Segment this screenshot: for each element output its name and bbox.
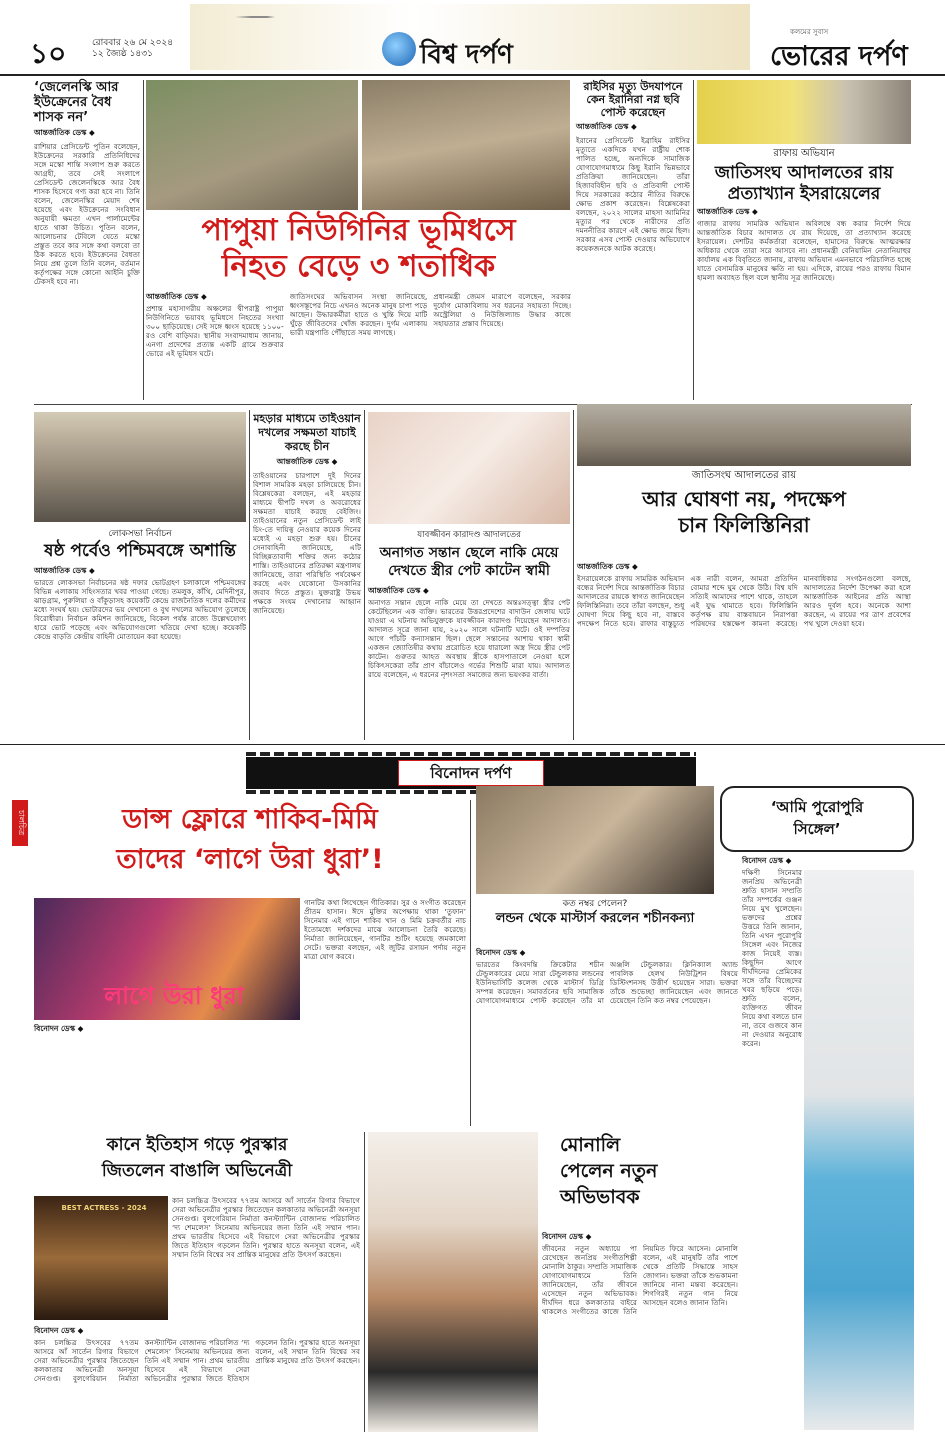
headline-line-3: অভিভাবক bbox=[560, 1186, 640, 1208]
byline: বিনোদন ডেস্ক ◆ bbox=[542, 1232, 592, 1241]
article-body: অনাগত সন্তান ছেলে নাকি মেয়ে তা দেখতে অন্তঃসত্ত্বা স্ত্রীর পেট কেটেছিলেন এক ব্যক্তি। ভারতের উত্তরপ্রদেশের বাদাউন জেলায় ঘটে যাওয়া এ ঘটনায় অভিযুক্তকে যাবজ্জীবন কারাদণ্ড দিয়েছেন আদালত। আদালত সূত্রে জানা যায়, ২০২০ সালে ঘটনাটি ঘটে। ওই দম্পতির আগে পাঁচটি কন্যাসন্তান ছিল। ছেলে সন্তানের আশায় থাকা স্বামী একজন জ্যোতিষীর কথায় প্ররোচিত হয়ে ধারালো অস্ত্র দিয়ে স্ত্রীর পেট কাটেন। গুরুতর আহত অবস্থায় স্ত্রীকে হাসপাতালে নেওয়া হলে চিকিৎসকেরা তাঁর প্রাণ বাঁচালেও গর্ভের শিশুটি মারা যায়। আদালত রায়ে বলেছেন, এ ধরনের নৃশংসতা সমাজের জন্য ভয়ংকর বার্তা। bbox=[368, 598, 570, 679]
kicker: কত নম্বর পেলেন? bbox=[562, 899, 628, 909]
byline: বিনোদন ডেস্ক ◆ bbox=[742, 856, 792, 865]
byline: আন্তর্জাতিক ডেস্ক ◆ bbox=[368, 586, 429, 595]
award-stage-photo bbox=[34, 1196, 168, 1320]
headline-line-1: জাতিসংঘ আদালতের রায় bbox=[714, 163, 894, 183]
papua-headline bbox=[146, 213, 571, 289]
headline-line-1: ডান্স ফ্লোরে শাকিব-মিমি bbox=[122, 804, 378, 835]
entertainment-section-title: বিনোদন দর্পণ bbox=[398, 760, 544, 786]
section-title: বিশ্ব দর্পণ bbox=[420, 40, 513, 70]
film-strip-top bbox=[246, 752, 696, 756]
headline: রাইসির মৃত্যু উদযাপনে কেন ইরানিরা নগ্ন ছবি পোস্ট করেছেন bbox=[583, 80, 683, 119]
article-body-col-1: প্রশান্ত মহাসাগরীয় অঞ্চলের দ্বীপরাষ্ট্র পাপুয়া নিউগিনিতে ভয়াবহ ভূমিধসে নিহতের সংখ্যা ৩০০ ছাড়িয়েছে। সেই সঙ্গে ধ্বংস হয়েছে ১১০০-রও বেশি বাড়িঘর। স্থানীয় সংবাদমাধ্যম জানায়, এনগা প্রদেশের প্রত্যন্ত একটি গ্রামে শুক্রবার ভোরে এই ভূমিধস ঘটে। bbox=[146, 304, 284, 358]
headline: লন্ডন থেকে মাস্টার্স করলেন শচীনকন্যা bbox=[495, 911, 695, 926]
unborn-headline-wrap bbox=[368, 544, 570, 584]
column-rule bbox=[143, 80, 144, 400]
netanyahu-photo bbox=[697, 80, 911, 144]
kicker: যাবজ্জীবন কারাদণ্ড আদালতের bbox=[417, 530, 521, 540]
article-body: রাশিয়ার প্রেসিডেন্ট পুতিন বলেছেন, ইউক্রেনের সরকারি প্রতিনিধিদের সঙ্গে মস্কো শান্তি সংলাপ শুরু করতে আগ্রহী, তবে সেই সংলাপে প্রেসিডেন্ট জেলেনস্কিকে আর বৈধ শাসক হিসেবে গণ্য করা হবে না। তিনি বলেন, জেলেনস্কির মেয়াদ শেষ হয়েছে এবং ইউক্রেনের সংবিধান অনুযায়ী ক্ষমতা এখন পার্লামেন্টের হাতে থাকা উচিত। পুতিন বলেন, আলোচনার টেবিলে যেতে মস্কো প্রস্তুত তবে কার সঙ্গে কথা বলবো তা ঠিক করতে হবে। ইউক্রেনের বৈধতা নিয়ে প্রশ্ন তুলে তিনি বলেন, বর্তমান কর্তৃপক্ষের সঙ্গে কোনো আইনি চুক্তি টেকসই হবে না। bbox=[34, 142, 140, 286]
date-gregorian: রোববার ২৬ মে ২০২৪ bbox=[92, 38, 174, 48]
headline-line-2: প্রত্যাখ্যান ইসরায়েলের bbox=[727, 184, 881, 204]
rubble-photo bbox=[577, 404, 911, 466]
landslide-photo bbox=[146, 80, 358, 210]
headline-line-1: মোনালি bbox=[560, 1134, 621, 1156]
poster-title: লাগে উরা ধুরা bbox=[104, 982, 244, 1010]
kicker: জাতিসংঘ আদালতের রায় bbox=[691, 470, 797, 481]
headline-line-2: সিঙ্গেল’ bbox=[793, 820, 841, 838]
baby-hand-photo bbox=[368, 412, 570, 524]
byline: বিনোদন ডেস্ক ◆ bbox=[476, 948, 526, 957]
article-body: ইরানের প্রেসিডেন্ট ইব্রাহিম রাইসির মৃত্যুতে একদিকে যখন রাষ্ট্রীয় শোক পালিত হচ্ছে, অন্যদিকে সামাজিক যোগাযোগমাধ্যমে কিছু ইরানি ভিন্নভাবে প্রতিক্রিয়া জানিয়েছেন। তাঁরা হিজাববিহীন ছবি ও প্রতিবাদী পোস্ট দিয়ে সরকারের কঠোর নীতির বিরুদ্ধে ক্ষোভ প্রকাশ করেছেন। বিশ্লেষকেরা বলছেন, ২০২২ সালের মাহসা আমিনির মৃত্যুর পর থেকে নারীদের প্রতি দমননীতির কারণে এই ক্ষোভ জমে ছিল। সরকার এসব পোস্ট দেওয়ার অভিযোগে কয়েকজনকে আটক করেছে। bbox=[576, 136, 690, 253]
byline: আন্তর্জাতিক ডেস্ক ◆ bbox=[34, 566, 95, 575]
headline-line-2: জিতলেন বাঙালি অভিনেত্রী bbox=[101, 1161, 293, 1181]
section-divider bbox=[0, 744, 945, 745]
column-rule bbox=[364, 1132, 365, 1432]
movie-poster-photo bbox=[34, 898, 300, 1020]
byline: আন্তর্জাতিক ডেস্ক ◆ bbox=[576, 122, 637, 131]
kicker: লোকসভা নির্বাচন bbox=[108, 529, 172, 539]
article-body: ভারতে লোকসভা নির্বাচনের ষষ্ঠ দফার ভোটগ্রহণ চলাকালে পশ্চিমবঙ্গের বিভিন্ন এলাকায় সহিংসতার খবর পাওয়া গেছে। তমলুক, কাঁথি, মেদিনীপুর, ঝাড়গ্রাম, পুরুলিয়া ও বাঁকুড়াসহ কয়েকটি কেন্দ্রে রাজনৈতিক দলের কর্মীদের মধ্যে সংঘর্ষ হয়। ভোটারদের ভয় দেখানো ও বুথ দখলের অভিযোগ তুলেছে বিরোধীরা। নির্বাচন কমিশন জানিয়েছে, বিকেল পর্যন্ত রাজ্যে উল্লেখযোগ্য হারে ভোট পড়েছে এবং অভিযোগগুলো খতিয়ে দেখা হচ্ছে। কয়েকটি কেন্দ্রে বাড়তি কেন্দ্রীয় বাহিনী মোতায়েন করা হয়েছে। bbox=[34, 578, 246, 641]
article-single bbox=[742, 856, 802, 1426]
article-body-col-2: জাতিসংঘের অভিবাসন সংস্থা জানিয়েছে, ধ্বংসস্তূপের নিচে এখনও অনেক মানুষ চাপা পড়ে আছেন। উদ্ধারকর্মীরা হাতে ও খুন্তি দিয়ে মাটি খুঁড়ে জীবিতদের খোঁজ করছেন। দুর্গম এলাকায় ভারী যন্ত্রপাতি পৌঁছাতে সময় লাগছে। bbox=[289, 292, 428, 337]
article-raisi bbox=[576, 80, 690, 398]
byline: আন্তর্জাতিক ডেস্ক ◆ bbox=[577, 562, 638, 571]
headline-line-2: চান ফিলিস্তিনিরা bbox=[678, 513, 810, 537]
byline: আন্তর্জাতিক ডেস্ক ◆ bbox=[146, 292, 207, 301]
article-unborn bbox=[368, 586, 570, 740]
brand-name: ভোরের দর্পণ bbox=[770, 41, 908, 72]
column-rule bbox=[364, 410, 365, 740]
article-body-lead: কান চলচ্চিত্র উৎসবের ৭৭তম আসরে আঁ সার্তেন রিগার বিভাগে সেরা অভিনেত্রীর পুরস্কার জিতেছেন কলকাতার অভিনেত্রী অনসূয়া সেনগুপ্ত। বুলগেরিয়ান নির্মাতা কনস্ট্যান্টিন বোজানভ পরিচালিত ‘দ্য শেমলেস’ সিনেমায় অভিনয়ের জন্য তিনি এই সম্মান পান। প্রথম ভারতীয় হিসেবে এই বিভাগে সেরা অভিনেত্রীর পুরস্কার জিতে ইতিহাস গড়লেন তিনি। পুরস্কার হাতে অনসূয়া বলেন, এই সম্মান তিনি বিশ্বের সব প্রান্তিক মানুষের প্রতি উৎসর্গ করছেন। bbox=[172, 1196, 360, 1259]
byline: আন্তর্জাতিক ডেস্ক ◆ bbox=[34, 128, 95, 137]
graduation-photo bbox=[476, 786, 714, 894]
page-number: ১০ bbox=[30, 37, 67, 70]
headline-line-2: তাদের ‘লাগে উরা ধুরা’! bbox=[116, 844, 384, 875]
singer-photo bbox=[368, 1132, 538, 1432]
masters-headline-wrap bbox=[476, 910, 714, 946]
cannes-headline bbox=[34, 1132, 360, 1192]
headline-line-1: আর ঘোষণা নয়, পদক্ষেপ bbox=[642, 487, 846, 511]
single-headline-box bbox=[720, 786, 914, 852]
article-body: ইসরায়েলকে রাফায় সামরিক অভিযান বন্ধের নির্দেশ দিয়ে আন্তর্জাতিক বিচার আদালতের রায়কে স্বাগত জানিয়েছেন ফিলিস্তিনিরা। তবে তাঁরা বলছেন, শুধু ঘোষণা দিয়ে কিছু হবে না, বাস্তবে পদক্ষেপ নিতে হবে। রাফার বাস্তুচ্যুত এক নারী বলেন, আমরা প্রতিদিন বোমার শব্দে ঘুম থেকে উঠি। বিশ্ব যদি সত্যিই আমাদের পাশে থাকে, তাহলে এই যুদ্ধ থামাতে হবে। ফিলিস্তিনি কর্তৃপক্ষ রায় বাস্তবায়নে নিরাপত্তা পরিষদের হস্তক্ষেপ কামনা করেছে। মানবাধিকার সংগঠনগুলো বলছে, আদালতের নির্দেশ উপেক্ষা করা হলে আন্তর্জাতিক আইনের প্রতি আস্থা আরও দুর্বল হবে। অনেকে আশা করছেন, এ রায়ের পর ত্রাণ প্রবেশের পথ খুলে দেওয়া হবে। bbox=[577, 574, 911, 628]
byline: বিনোদন ডেস্ক ◆ bbox=[34, 1024, 84, 1033]
article-cannes bbox=[34, 1326, 360, 1432]
article-masters bbox=[476, 948, 738, 1126]
article-palestine bbox=[577, 562, 911, 740]
election-headline-wrap bbox=[34, 540, 246, 564]
voters-queue-photo bbox=[34, 412, 246, 522]
byline: বিনোদন ডেস্ক ◆ bbox=[34, 1326, 84, 1335]
article-body: দক্ষিণী সিনেমার জনপ্রিয় অভিনেত্রী শ্রুতি হাসান সম্প্রতি তাঁর সম্পর্কের গুঞ্জন নিয়ে মুখ খুলেছেন। ভক্তদের প্রশ্নের উত্তরে তিনি জানান, তিনি এখন পুরোপুরি সিঙ্গেল এবং নিজের কাজ নিয়েই ব্যস্ত। কিছুদিন আগে দীর্ঘদিনের প্রেমিকের সঙ্গে তাঁর বিচ্ছেদের খবর ছড়িয়ে পড়ে। শ্রুতি বলেন, ব্যক্তিগত জীবন নিয়ে কথা বলতে চান না, তবে গুজবে কান না দেওয়ার অনুরোধ করেন। bbox=[742, 868, 802, 1048]
actress-photo bbox=[804, 870, 914, 1430]
article-taiwan bbox=[253, 412, 361, 740]
article-shakib-lead bbox=[34, 1024, 300, 1124]
article-zelensky bbox=[34, 80, 140, 400]
headline: ‘জেলেনস্কি আর ইউক্রেনের বৈধ শাসক নন’ bbox=[34, 80, 119, 125]
article-cannes-lead bbox=[172, 1196, 360, 1320]
headline-line-1: পাপুয়া নিউগিনির ভূমিধসে bbox=[201, 213, 516, 248]
article-body: গাজার রাফায় সামরিক অভিযান অবিলম্বে বন্ধ করার নির্দেশ দিয়ে আন্তর্জাতিক বিচার আদালত যে রায় দিয়েছে, তা প্রত্যাখ্যান করেছে ইসরায়েল। দেশটির কর্মকর্তারা বলেছেন, হামাসের বিরুদ্ধে আত্মরক্ষার অধিকার থেকে তারা সরে আসবে না। প্রধানমন্ত্রী বেনিয়ামিন নেতানিয়াহুর কার্যালয় এক বিবৃতিতে জানায়, রাফায় অভিযান এমনভাবে পরিচালিত হচ্ছে যাতে বেসামরিক মানুষের ক্ষতি না হয়। এদিকে, রায়ের পরও রাফায় বিমান হামলা অব্যাহত ছিল বলে স্থানীয় সূত্র জানিয়েছে। bbox=[697, 219, 911, 282]
award-banner: BEST ACTRESS - 2024 bbox=[61, 1204, 147, 1212]
byline: আন্তর্জাতিক ডেস্ক ◆ bbox=[276, 457, 338, 466]
rescue-photo bbox=[362, 80, 570, 210]
date-line bbox=[92, 38, 173, 60]
column-rule bbox=[693, 80, 694, 400]
article-body: ভারতের কিংবদন্তি ক্রিকেটার শচীন টেন্ডুলকারের মেয়ে সারা টেন্ডুলকার লন্ডনের ইউনিভার্সিটি কলেজ থেকে মাস্টার্স ডিগ্রি সম্পন্ন করেছেন। সমাবর্তনের ছবি সামাজিক যোগাযোগমাধ্যমে পোস্ট করেছেন তাঁর মা অঞ্জলি টেন্ডুলকার। ক্লিনিক্যাল অ্যান্ড পাবলিক হেলথ নিউট্রিশন বিষয়ে ডিস্টিংশনসহ উত্তীর্ণ হয়েছেন সারা। ভক্তরা তাঁকে শুভেচ্ছা জানিয়েছেন এবং জানতে চেয়েছেন তিনি কত নম্বর পেয়েছেন। bbox=[476, 960, 738, 1005]
article-body: জীবনের নতুন অধ্যায়ে পা রেখেছেন জনপ্রিয় সংগীতশিল্পী মোনালি ঠাকুর। সম্প্রতি সামাজিক যোগাযোগমাধ্যমে তিনি জানিয়েছেন, তাঁর জীবনে এসেছেন নতুন অভিভাবক। দীর্ঘদিন ধরে কলকাতার বাইরে থাকলেও সংগীতের কাজে তিনি নিয়মিত ফিরে আসেন। মোনালি বলেন, এই মানুষটি তাঁর পাশে থেকে প্রতিটি সিদ্ধান্তে সাহস জোগান। ভক্তরা তাঁকে শুভকামনা জানিয়ে নানা মন্তব্য করেছেন। শিগগিরই নতুন গান নিয়ে আসছেন বলেও জানান তিনি। bbox=[542, 1244, 738, 1316]
article-election bbox=[34, 566, 246, 740]
byline: আন্তর্জাতিক ডেস্ক ◆ bbox=[697, 207, 758, 216]
column-rule bbox=[573, 410, 574, 740]
headline: ষষ্ঠ পর্বেও পশ্চিমবঙ্গে অশান্তি bbox=[44, 541, 236, 561]
headline: মহড়ার মাধ্যমে তাইওয়ান দখলের সক্ষমতা যাচাই করছে চীন bbox=[253, 412, 361, 453]
article-rafah bbox=[697, 146, 911, 402]
side-tag: চালচিত্র bbox=[12, 800, 28, 846]
article-papua bbox=[146, 292, 571, 400]
kicker: রাফায় অভিযান bbox=[773, 148, 835, 159]
headline-line-1: কানে ইতিহাস গড়ে পুরস্কার bbox=[106, 1135, 288, 1155]
palestine-headline bbox=[577, 486, 911, 560]
headline: অনাগত সন্তান ছেলে নাকি মেয়ে দেখতে স্ত্রীর পেট কাটেন স্বামী bbox=[379, 545, 559, 579]
date-bangla: ১২ জ্যৈষ্ঠ ১৪৩১ bbox=[92, 49, 153, 59]
shakib-headline bbox=[34, 800, 466, 896]
film-strip bbox=[246, 752, 696, 756]
globe-icon bbox=[382, 32, 416, 66]
brand-tagline: কলমের সুবাস bbox=[790, 28, 829, 36]
headline-line-2: পেলেন নতুন bbox=[560, 1160, 658, 1182]
headline-line-1: ‘আমি পুরোপুরি bbox=[770, 798, 864, 816]
column-rule bbox=[249, 410, 250, 740]
article-shakib bbox=[304, 898, 466, 1126]
monali-headline bbox=[560, 1132, 738, 1228]
headline-line-2: নিহত বেড়ে ৩ শতাধিক bbox=[221, 249, 496, 284]
column-rule bbox=[470, 800, 471, 1126]
article-body: কান চলচ্চিত্র উৎসবের ৭৭তম আসরে আঁ সার্তেন রিগার বিভাগে সেরা অভিনেত্রীর পুরস্কার জিতেছেন কলকাতার অভিনেত্রী অনসূয়া সেনগুপ্ত। বুলগেরিয়ান নির্মাতা কনস্ট্যান্টিন বোজানভ পরিচালিত ‘দ্য শেমলেস’ সিনেমায় অভিনয়ের জন্য তিনি এই সম্মান পান। প্রথম ভারতীয় হিসেবে এই বিভাগে সেরা অভিনেত্রীর পুরস্কার জিতে ইতিহাস গড়লেন তিনি। পুরস্কার হাতে অনসূয়া বলেন, এই সম্মান তিনি বিশ্বের সব প্রান্তিক মানুষের প্রতি উৎসর্গ করছেন। bbox=[34, 1338, 360, 1383]
page-header bbox=[0, 0, 945, 76]
article-body: তাইওয়ানের চারপাশে দুই দিনের বিশাল সামরিক মহড়া চালিয়েছে চীন। বিশ্লেষকেরা বলছেন, এই মহড়ার মাধ্যমে দ্বীপটি দখল ও অবরোধের সক্ষমতা যাচাই করছে বেইজিং। তাইওয়ানের নতুন প্রেসিডেন্ট লাই চিং-তে দায়িত্ব নেওয়ার কয়েক দিনের মধ্যেই এ মহড়া শুরু হয়। চীনের সেনাবাহিনী জানিয়েছে, এটি বিচ্ছিন্নতাবাদী শক্তির জন্য কঠোর শাস্তি। তাইওয়ানের প্রতিরক্ষা মন্ত্রণালয় জানিয়েছে, তারা পরিস্থিতি পর্যবেক্ষণ করছে এবং যেকোনো উসকানির জবাব দিতে প্রস্তুত। যুক্তরাষ্ট্র উভয় পক্ষকে সংযম দেখানোর আহ্বান জানিয়েছে। bbox=[253, 471, 361, 615]
article-monali bbox=[542, 1232, 738, 1432]
article-body-col-3: প্রধানমন্ত্রী জেমস মারাপে বলেছেন, সরকার দুর্যোগ মোকাবিলায় সব ধরনের সহায়তা দিচ্ছে। অস্ট্রেলিয়া ও নিউজিল্যান্ড উদ্ধার কাজে সহায়তার প্রস্তাব দিয়েছে। bbox=[433, 292, 572, 328]
article-body: গানটির কথা লিখেছেন গীতিকার। সুর ও সংগীত করেছেন প্রীতম হাসান। ঈদে মুক্তির অপেক্ষায় থাকা ‘তুফান’ সিনেমার এই গানে শাকিব খান ও মিমি চক্রবর্তীর নাচ ইতোমধ্যে দর্শকদের মাঝে আলোচনা তৈরি করেছে। নির্মাতা জানিয়েছেন, গানটির শুটিং হয়েছে জমকালো সেটে। ভক্তরা বলছেন, এই জুটির রসায়ন পর্দায় নতুন মাত্রা যোগ করবে। bbox=[304, 898, 466, 961]
